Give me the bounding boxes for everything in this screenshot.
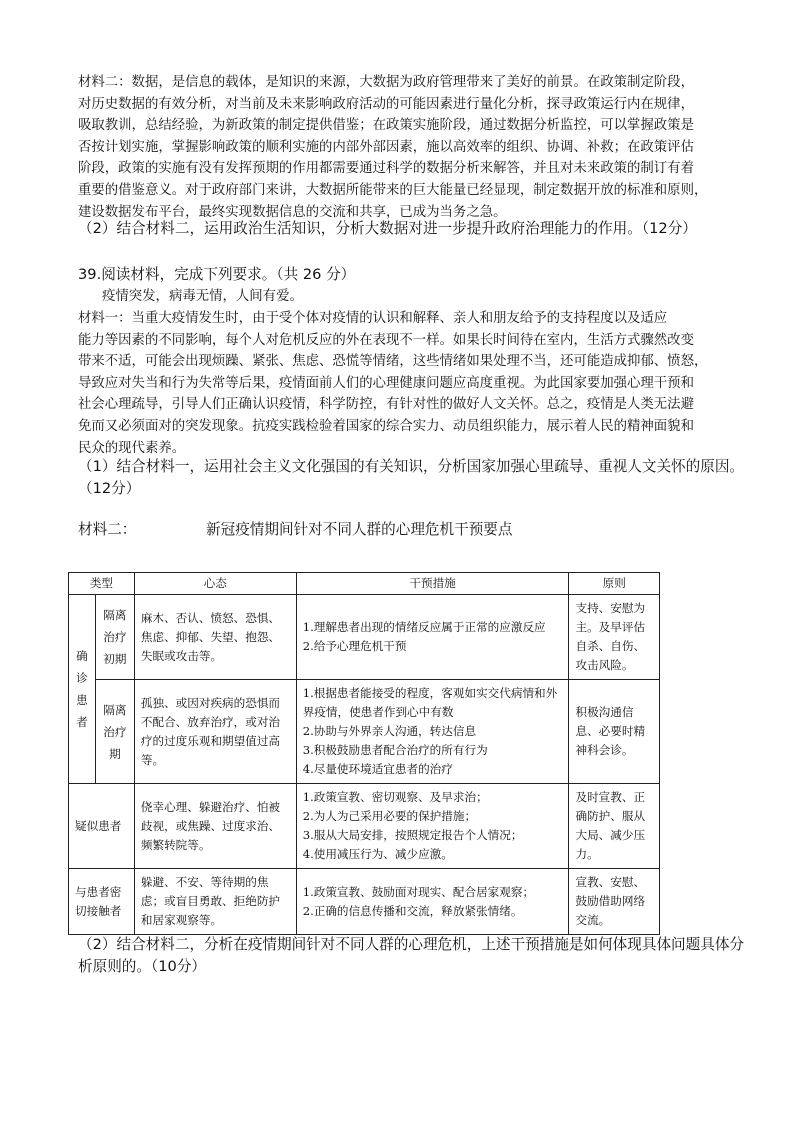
measure-item: 2.为人为己采用必要的保护措施； (302, 809, 477, 823)
question-text: 39.阅读材料，完成下列要求。（共 26 分） (78, 266, 356, 283)
measure-item: 2.正确的信息传播和交流，释放紧张情绪。 (302, 903, 523, 918)
text-line: 阶段，政策的实施有没有发挥预期的作用都需要通过科学的数据分析来解答，并且对未来政策的制订有着 (78, 161, 694, 177)
text-line: 社会心理疏导，引导人们正确认识疫情，科学防控，有针对性的做好人文关怀。总之，疫情是人类无法避 (78, 397, 694, 413)
mind-cell: 侥幸心理、躲避治疗、怕被歧视，或焦躁、过度求治、频繁转院等。 (134, 784, 296, 869)
mind-cell: 麻木、否认、愤怒、恐惧、焦虑、抑郁、失望、抱怨、失眠或攻击等。 (134, 595, 296, 680)
measure-item: 1.政策宣教、密切观察、及早求治； (302, 790, 488, 804)
measures-cell (296, 869, 569, 935)
principle-cell: 积极沟通信息、必要时精神科会诊。 (569, 680, 660, 784)
mind-cell: 躲避、不安、等待期的焦虑；或盲目勇敢、拒绝防护和居家观察等。 (134, 869, 296, 935)
question-1-culture (78, 456, 745, 500)
text-line: 建设数据发布平台，最终实现数据信息的交流和共享，已成为当务之急。 (78, 204, 507, 220)
header-mind: 心态 (134, 573, 296, 595)
principle-cell: 支持、安慰为主。及早评估自杀、自伤、攻击风险。 (569, 595, 660, 680)
material-two-paragraph (78, 72, 728, 223)
measure-item: 1.理解患者出现的情绪反应属于正常的应激反应 (302, 620, 546, 634)
header-type: 类型 (69, 573, 135, 595)
text-line: 能力等因素的不同影响，每个人对危机反应的外在表现不一样。如果长时间待在室内，生活方式骤然改变 (78, 332, 694, 348)
measures-cell (296, 595, 569, 680)
material-one-paragraph (78, 308, 728, 459)
table-row (69, 869, 660, 935)
measure-item: 3.服从大局安排，按照规定报告个人情况； (302, 828, 523, 842)
measure-item: 4.尽量使环境适宜患者的治疗 (302, 762, 453, 776)
text-line: 否按计划实施，掌握影响政策的顺利实施的内部外部因素，施以高效率的组织、协调、补救；在政策评估 (78, 139, 694, 155)
header-measures: 干预措施 (296, 573, 569, 595)
table-header-row (69, 573, 660, 595)
principle-cell: 及时宣教、正确防护、服从大局、减少压力。 (569, 784, 660, 869)
measure-item: 2.给予心理危机干预 (302, 639, 407, 653)
text-line: 重要的借鉴意义。对于政府部门来讲，大数据所能带来的巨大能量已经显现，制定数据开放的标准和原则， (78, 182, 708, 198)
question-2-big-data (78, 218, 738, 240)
question-text: （1）结合材料一，运用社会主义文化强国的有关知识，分析国家加强心里疏导、重视人文关怀的原因。 (78, 458, 745, 475)
text-line: 吸取教训，总结经验，为新政策的制定提供借鉴；在政策实施阶段，通过数据分析监控，可以掌握政策是 (78, 118, 694, 134)
subtitle-text: 疫情突发，病毒无情，人间有爱。 (102, 289, 303, 304)
table-row (69, 784, 660, 869)
text-line: 民众的现代素养。 (78, 440, 186, 456)
type-cell (95, 680, 134, 784)
header-principle: 原则 (569, 573, 660, 595)
question-text: 析原则的。（10分） (78, 958, 207, 975)
measure-item: 4.使用减压行为、减少应激。 (302, 847, 453, 861)
measure-item: 3.积极鼓励患者配合治疗的所有行为 (302, 743, 488, 757)
table-title: 新冠疫情期间针对不同人群的心理危机干预要点 (206, 521, 513, 538)
type-cell (95, 595, 134, 680)
intervention-table (68, 572, 660, 935)
mind-cell: 孤独、或因对疾病的恐惧而不配合、放弃治疗，或对治疗的过度乐观和期望值过高等。 (134, 680, 296, 784)
question-39-heading (78, 264, 738, 286)
question-text: （12分） (78, 480, 141, 497)
confirmed-group-label: 确诊患者 (76, 649, 88, 729)
text-line: 带来不适，可能会出现烦躁、紧张、焦虑、恐慌等情绪，这些情绪如果处理不当，还可能造成抑郁、愤怒， (78, 354, 708, 370)
measure-item: 1.政策宣教、鼓励面对现实、配合居家观察； (302, 884, 535, 899)
principle-cell: 宣教、安慰、鼓励借助网络交流。 (569, 869, 660, 935)
type-label: 隔离治疗初期 (103, 608, 127, 666)
material-two-label: 材料二： (78, 521, 137, 538)
question-2-specific-analysis (78, 934, 745, 978)
confirmed-group-cell (69, 595, 96, 784)
text-line: 导致应对失当和行为失常等后果，疫情面前人们的心理健康问题应高度重视。为此国家要加强心理干预和 (78, 375, 694, 391)
measure-item: 2.协助与外界亲人沟通，转达信息 (302, 724, 477, 738)
type-cell: 疑似患者 (69, 784, 135, 869)
measures-cell (296, 680, 569, 784)
question-text: （2）结合材料二，运用政治生活知识，分析大数据对进一步提升政府治理能力的作用。（12分） (78, 220, 697, 237)
question-text: （2）结合材料二，分析在疫情期间针对不同人群的心理危机，上述干预措施是如何体现具体问题具体分 (78, 936, 745, 953)
text-line: 对历史数据的有效分析，对当前及未来影响政府活动的可能因素进行量化分析，探寻政策运行内在规律， (78, 96, 694, 112)
question-39-subtitle (102, 286, 752, 308)
type-cell: 与患者密切接触者 (69, 869, 135, 935)
table-row (69, 680, 660, 784)
table-row (69, 595, 660, 680)
text-line: 材料一：当重大疫情发生时，由于受个体对疫情的认识和解释、亲人和朋友给予的支持程度以及适应 (78, 311, 668, 326)
measure-item: 1.根据患者能接受的程度，客观如实交代病情和外界疫情，使患者作到心中有数 (302, 686, 558, 719)
text-line: 免而又必须面对的突发现象。抗疫实践检验着国家的综合实力、动员组织能力，展示着人民的精神面貌和 (78, 418, 694, 434)
text-line: 材料二：数据，是信息的载体，是知识的来源，大数据为政府管理带来了美好的前景。在政策制定阶段， (78, 75, 694, 90)
type-label: 隔离治疗期 (103, 702, 127, 761)
measures-cell (296, 784, 569, 869)
